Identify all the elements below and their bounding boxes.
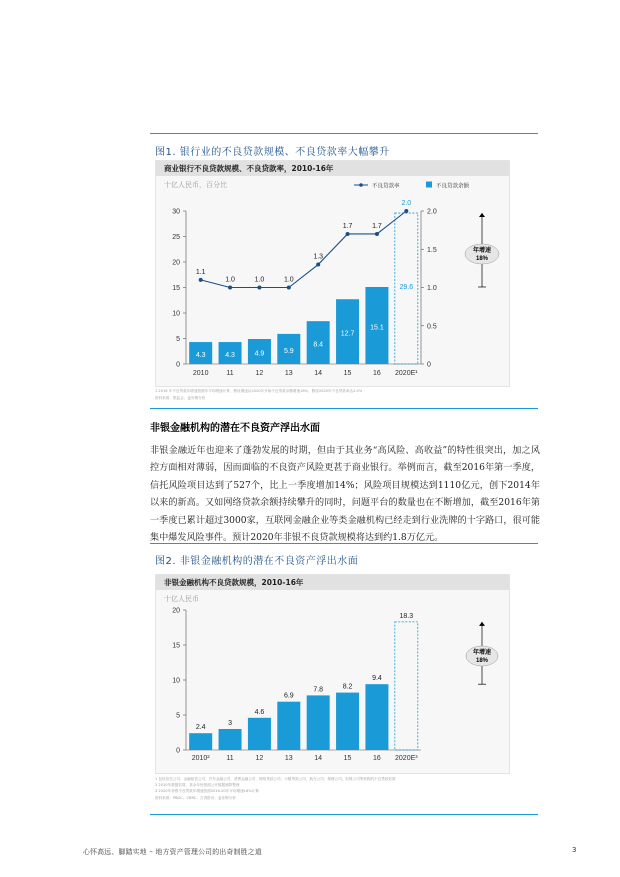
- x-tick-label: 11: [226, 370, 234, 377]
- ratio-value-label: 1.3: [313, 253, 324, 261]
- y-tick-label: 10: [172, 310, 180, 318]
- figure1-svg: [156, 161, 509, 386]
- y2-tick-label: 1.5: [427, 246, 437, 254]
- figure2-footnote-3: 3 2020年非银不良贷款年增速按照2016-20年平均增速18%计算: [155, 789, 259, 793]
- growth-label-title-2: 年增速: [472, 650, 492, 656]
- figure1-chart: [155, 160, 510, 387]
- ratio-value-label: 1.7: [372, 222, 382, 230]
- x-tick-label: 14: [314, 755, 323, 762]
- figure1-footnote-2: 资料来源：银监会；麦肯锡分析: [155, 396, 206, 400]
- y-tick-label: 25: [172, 234, 180, 241]
- ratio-point: [228, 286, 232, 290]
- ratio-value-label: 1.7: [342, 222, 353, 230]
- legend-ratio-label: 不良贷款率: [372, 183, 400, 190]
- figure2-svg: [156, 575, 509, 773]
- bar-value-label: 2.4: [195, 724, 206, 732]
- ratio-value-label: 1.1: [195, 268, 206, 276]
- section-paragraph: 非银金融近年也迎来了蓬勃发展的时期，但由于其业务“高风险、高收益”的特性很突出，加之风控方面相对薄弱，因而面临的不良资产风险更甚于商业银行。举例而言，截至2016年第一季度，信托风险项目达到了527个，比上一季度增加14%；风险项目规模达到1110亿元，创下2014年以来的新高。又如网络贷款余额持续攀升的同时，问题平台的数量也在不断增加，截至2016年第一季度已累计超过3000家，互联网金融企业等类金融机构已经走到行业洗牌的十字路口，很可能集中爆发风险事件。预计2020年非银不良贷款规模将达到约1.8万亿元。: [150, 446, 540, 544]
- x-tick-label: 2020E¹: [395, 370, 418, 377]
- bar: [248, 718, 271, 750]
- bar-value-label: 12.7: [340, 330, 355, 338]
- growth-label-title: 年增速: [472, 248, 492, 254]
- y-tick-label: 20: [172, 607, 180, 615]
- figure2-chart: [155, 574, 510, 774]
- bar: [219, 729, 242, 750]
- bar: [365, 684, 388, 750]
- y2-tick-label: 1.0: [427, 285, 437, 292]
- y-tick-label: 30: [172, 208, 180, 216]
- ratio-value-label: 2.0: [401, 200, 412, 207]
- growth-arrow-head: [479, 622, 485, 626]
- bar-value-label: 3: [228, 720, 233, 727]
- bar: [277, 702, 300, 750]
- figure2-footnote-2: 2 2010年数据估算，其余年份按照公开数据测算整理: [155, 783, 240, 787]
- legend-volume-label: 不良贷款余额: [436, 183, 470, 190]
- x-tick-label: 2020E³: [395, 755, 418, 762]
- y-tick-label: 15: [172, 642, 180, 650]
- bar-forecast: [395, 622, 418, 750]
- figure2-footnote-1: 1 包括信托公司、金融租赁公司、汽车金融公司、消费金融公司、网络贷款公司、小额贷款公司、典当公司、保理公司、担保公司等机构的不良贷款估算: [155, 777, 396, 781]
- ratio-value-label: 1.0: [283, 276, 294, 284]
- growth-arrow-head: [479, 213, 485, 217]
- figure2-caption: 图2. 非银金融机构的潜在不良资产浮出水面: [155, 556, 359, 567]
- figure2-bottom-rule: [150, 814, 538, 815]
- bar-value-label: 4.6: [254, 708, 265, 716]
- figure1-header: 商业银行不良贷款规模、不良贷款率，2010-16年: [156, 161, 509, 176]
- y-tick-label: 20: [172, 259, 180, 267]
- figure2-top-rule: [150, 543, 538, 544]
- x-tick-label: 16: [373, 755, 381, 762]
- figure2-header: 非银金融机构不良贷款规模，2010-16年: [156, 575, 509, 590]
- ratio-value-label: 1.0: [225, 276, 235, 284]
- x-tick-label: 11: [226, 755, 234, 762]
- y2-tick-label: 0.5: [427, 323, 437, 331]
- page-number: 3: [572, 846, 577, 854]
- bar-value-label: 8.2: [342, 683, 353, 691]
- x-tick-label: 15: [343, 755, 352, 762]
- legend-volume-swatch: [426, 182, 432, 188]
- ratio-point: [375, 232, 379, 236]
- y-tick-label: 5: [176, 336, 180, 343]
- y-tick-label: 15: [172, 285, 180, 292]
- bar: [307, 695, 330, 750]
- figure1-bottom-rule: [150, 408, 538, 409]
- x-tick-label: 15: [343, 370, 352, 377]
- bar-value-label: 7.8: [313, 686, 324, 694]
- growth-label-value: 18%: [475, 256, 489, 262]
- figure2-unit: 十亿人民币: [164, 595, 199, 603]
- section-heading: 非银金融机构的潜在不良资产浮出水面: [150, 423, 320, 434]
- bar-value-label: 4.3: [195, 352, 206, 360]
- legend-ratio-marker: [359, 183, 363, 187]
- bar-value-label: 6.9: [283, 692, 294, 700]
- x-tick-label: 13: [284, 755, 293, 762]
- x-tick-label: 14: [314, 370, 323, 377]
- ratio-point: [404, 209, 408, 213]
- bar-value-label: 29.6: [399, 284, 414, 291]
- y-tick-label: 0: [176, 747, 180, 755]
- figure1-unit: 十亿人民币，百分比: [164, 181, 227, 189]
- figure1-caption: 图1. 银行业的不良贷款规模、不良贷款率大幅攀升: [155, 147, 390, 158]
- x-tick-label: 12: [255, 755, 264, 762]
- growth-label-value-2: 18%: [475, 658, 489, 664]
- y-tick-label: 5: [176, 712, 180, 720]
- bar: [189, 733, 212, 750]
- bar-value-label: 15.1: [370, 324, 384, 332]
- y2-tick-label: 2.0: [427, 208, 437, 216]
- figure1-footnote-1: 1 2016 年不良贷款年增速按照年平均增速计算，假设增速从2020年开始不良贷款余额增速18%，假设2020年不良贷款率达2.0%: [155, 389, 363, 393]
- bar-value-label: 4.9: [254, 350, 265, 358]
- ratio-point: [257, 286, 261, 290]
- bar-value-label: 4.3: [225, 352, 235, 360]
- page-footer-text: 心怀高远、脚踏实地 – 地方资产管理公司的出奇制胜之道: [83, 848, 262, 856]
- ratio-point: [316, 263, 320, 267]
- bar: [336, 693, 359, 750]
- bar-value-label: 9.4: [372, 675, 382, 683]
- x-tick-label: 13: [284, 370, 293, 377]
- x-tick-label: 12: [255, 370, 264, 377]
- figure2-footnote-4: 资料来源：PBOC；CBRC；万得资讯；麦肯锡分析: [155, 796, 236, 800]
- ratio-point: [287, 286, 291, 290]
- x-tick-label: 2010: [192, 370, 209, 377]
- x-tick-label: 2010²: [191, 755, 210, 762]
- bar-value-label: 5.9: [283, 347, 294, 355]
- ratio-point: [346, 232, 350, 236]
- ratio-value-label: 1.0: [254, 276, 265, 284]
- ratio-point: [199, 278, 203, 282]
- bar-value-label: 18.3: [399, 612, 414, 620]
- y-tick-label: 10: [172, 677, 180, 685]
- y2-tick-label: 0: [427, 361, 431, 369]
- y-tick-label: 0: [176, 361, 180, 369]
- bar-value-label: 8.4: [313, 341, 324, 349]
- x-tick-label: 16: [373, 370, 381, 377]
- figure1-top-rule: [150, 133, 538, 134]
